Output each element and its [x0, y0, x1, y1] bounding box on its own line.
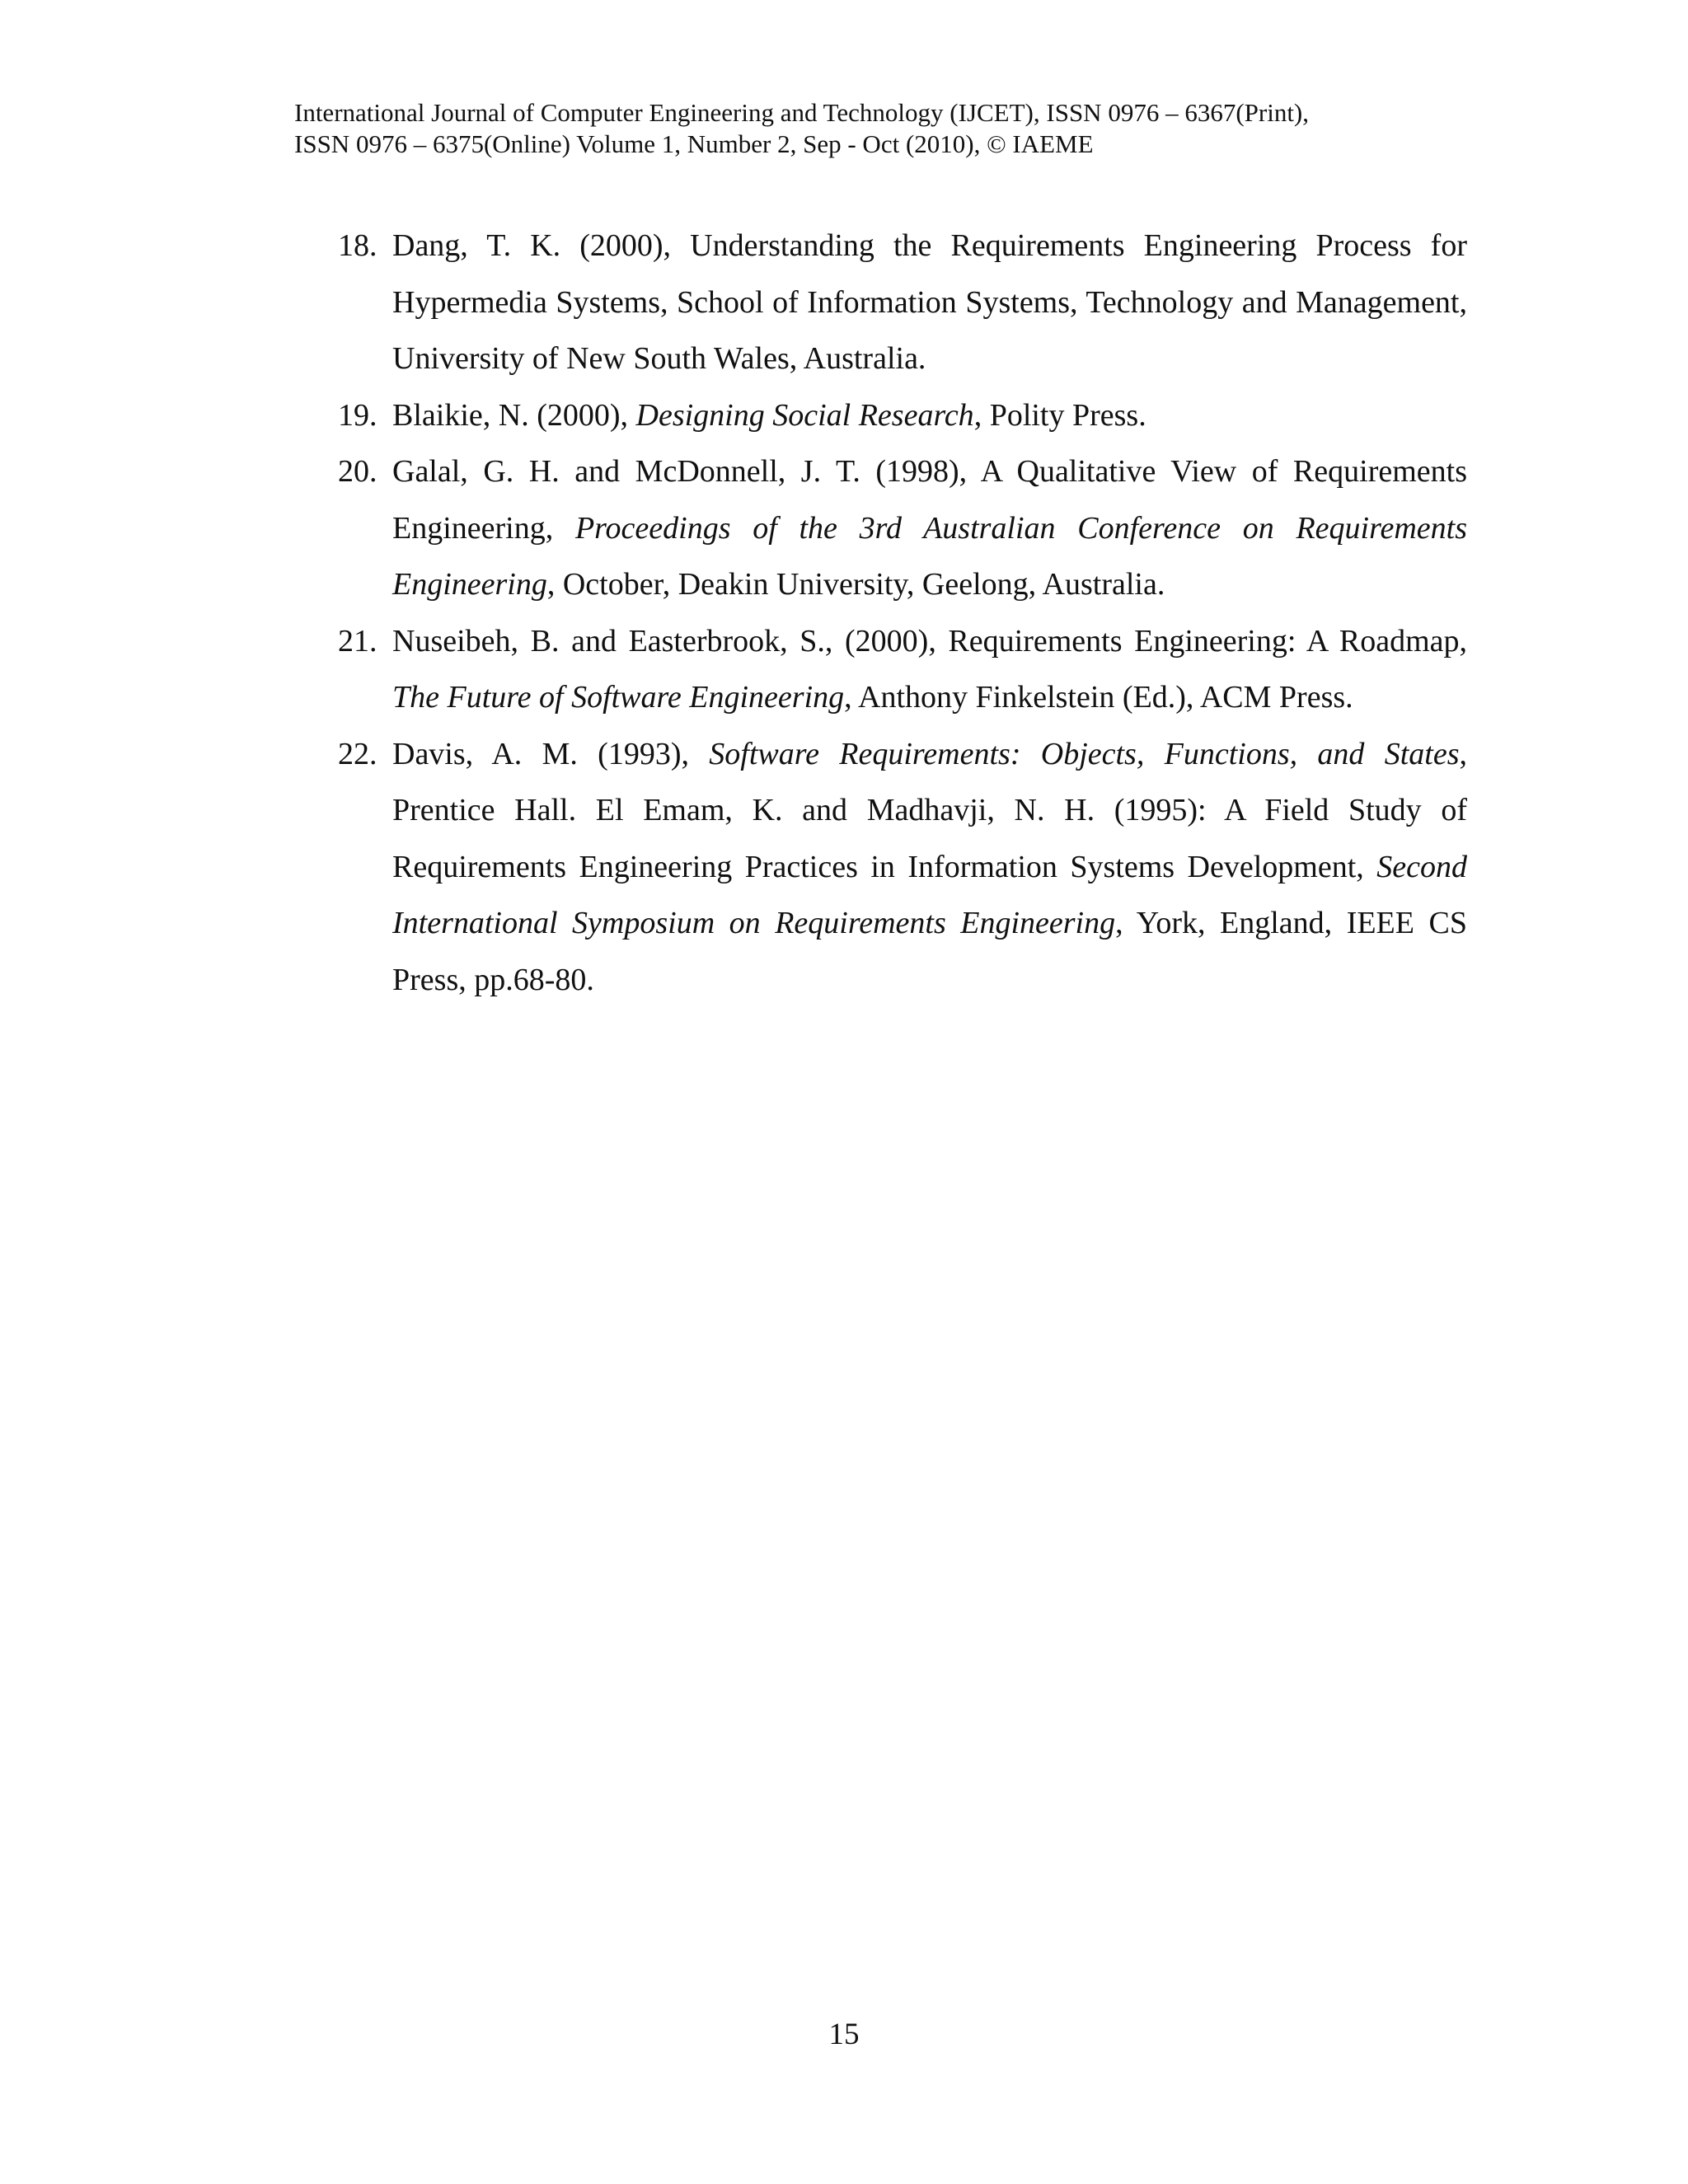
reference-italic-title: Proceedings of the 3rd Australian Conference on Requirements Engineering	[392, 510, 1468, 602]
reference-number: 22.	[338, 736, 377, 771]
reference-text: , Prentice Hall. El Emam, K. and Madhavji, N. H. (1995): A Field Study of Requirements Engineering Practices in Information Systems Development,	[392, 736, 1467, 884]
reference-number: 20.	[338, 454, 377, 489]
header-line-2: ISSN 0976 – 6375(Online) Volume 1, Number 2, Sep - Oct (2010), © IAEME	[294, 129, 1094, 158]
reference-number: 19.	[338, 397, 377, 433]
reference-text: , Anthony Finkelstein (Ed.), ACM Press.	[844, 680, 1353, 715]
reference-text: , Polity Press.	[973, 397, 1146, 433]
reference-number: 21.	[338, 623, 377, 658]
reference-italic-title: The Future of Software Engineering	[392, 680, 845, 715]
reference-list	[338, 218, 1467, 1008]
reference-item	[338, 613, 1467, 726]
reference-item	[338, 443, 1467, 613]
reference-italic-title: Second International Symposium on Requirements Engineering	[392, 849, 1467, 940]
page-number: 15	[828, 2018, 860, 2051]
reference-text: Dang, T. K. (2000), Understanding the Requirements Engineering Process for Hypermedia Systems, School of Information Systems, Technology and Management, University of New South Wales, Australia.	[392, 228, 1467, 376]
reference-text: Blaikie, N. (2000),	[392, 397, 636, 433]
reference-number: 18.	[338, 228, 377, 263]
reference-item	[338, 726, 1467, 1009]
reference-text: Davis, A. M. (1993),	[392, 736, 710, 771]
reference-item	[338, 387, 1467, 444]
reference-text: , York, England, IEEE CS Press, pp.68-80.	[392, 906, 1467, 997]
reference-item	[338, 218, 1467, 387]
reference-text: Galal, G. H. and McDonnell, J. T. (1998), A Qualitative View of Requirements Engineering,	[392, 454, 1467, 546]
header-line-1: International Journal of Computer Engineering and Technology (IJCET), ISSN 0976 – 6367(Print),	[294, 98, 1310, 127]
reference-italic-title: Designing Social Research	[635, 397, 974, 433]
reference-text: , October, Deakin University, Geelong, Australia.	[546, 567, 1165, 602]
reference-italic-title: Software Requirements: Objects, Functions, and States	[709, 736, 1460, 771]
reference-text: Nuseibeh, B. and Easterbrook, S., (2000), Requirements Engineering: A Roadmap,	[392, 623, 1467, 658]
running-header	[294, 97, 1531, 160]
